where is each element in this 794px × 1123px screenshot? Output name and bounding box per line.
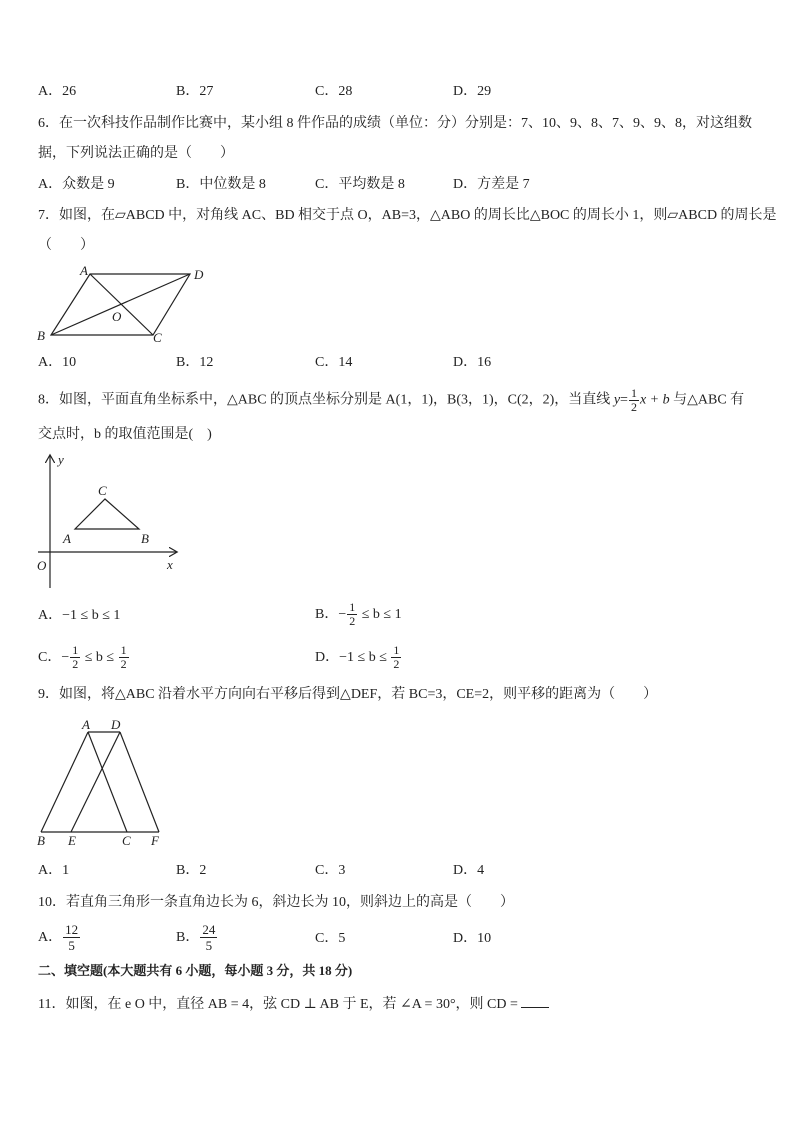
q8-eq-rest: x + b [639, 392, 670, 408]
q8-option-c-num2: 1 [120, 643, 127, 658]
q9-label-c: C [122, 833, 131, 848]
q7-label-b: B [37, 328, 45, 343]
q10-option-c: C．5 [315, 931, 346, 946]
q7-parallelogram-figure [34, 262, 214, 344]
q7-label-o: O [112, 309, 122, 324]
q8-option-d-fraction [391, 644, 401, 671]
section2-title: 二、填空题(本大题共有 6 小题，每小题 3 分，共 18 分) [38, 963, 353, 978]
q8-eq-frac-num: 1 [630, 386, 637, 400]
q8-option-c-mid: ≤ b ≤ [81, 650, 118, 665]
q10-option-a-pre: A． [38, 930, 63, 945]
q8-stem-line1 [38, 387, 744, 414]
q8-option-b-post: ≤ b ≤ 1 [358, 607, 402, 622]
q8-option-c-den2: 2 [120, 657, 127, 672]
q10-option-a-fraction [63, 922, 80, 953]
q8-option-c-num1: 1 [72, 643, 79, 658]
q6-option-c: C．平均数是 8 [315, 177, 405, 192]
q9-label-b: B [37, 833, 45, 848]
q8-option-b-den: 2 [349, 614, 356, 629]
q10-option-b-pre: B． [176, 930, 200, 945]
q10-option-a [38, 921, 81, 955]
q10-option-d: D．10 [453, 931, 492, 946]
q5-option-d: D．29 [453, 84, 492, 99]
q7-option-d: D．16 [453, 355, 492, 370]
q7-label-d: D [194, 267, 204, 282]
q11-stem: 11．如图，在 e O 中，直径 AB = 4，弦 CD ⊥ AB 于 E，若 ∠A = 30°，则 CD = [38, 997, 518, 1012]
q11-stem-line [38, 994, 549, 1014]
q5-option-b: B．27 [176, 84, 214, 99]
q6-stem-line1: 6．在一次科技作品制作比赛中，某小组 8 件作品的成绩（单位：分）分别是：7、10、9、8、7、9、9、8，对这组数 [38, 116, 752, 131]
q8-option-b-fraction [347, 601, 357, 628]
q8-eq-eq: = [620, 392, 628, 408]
q10-option-b-den: 5 [205, 938, 213, 954]
q8-option-d-num: 1 [393, 643, 400, 658]
q7-option-c: C．14 [315, 355, 353, 370]
q8-stem-pre: 8．如图，平面直角坐标系中， [38, 392, 227, 408]
q8-stem-post: 与△ABC 有 [669, 392, 745, 408]
q8-label-x-axis: x [167, 557, 173, 572]
q9-label-a: A [82, 717, 90, 732]
q11-answer-blank[interactable] [521, 994, 549, 1008]
q9-label-e: E [68, 833, 76, 848]
q8-option-d-pre: D．−1 ≤ b ≤ [315, 650, 391, 665]
q8-eq-y: y [613, 392, 621, 408]
q7-stem-line1: 7．如图，在▱ABCD 中，对角线 AC、BD 相交于点 O，AB=3，△ABO 的周长比△BOC 的周长小 1，则▱ABCD 的周长是 [38, 208, 777, 223]
q7-option-b: B．12 [176, 355, 214, 370]
q8-option-b-num: 1 [349, 600, 356, 615]
q8-option-c-pre: C．− [38, 650, 70, 665]
q6-option-d: D．方差是 7 [453, 177, 530, 192]
q5-option-a: A．26 [38, 84, 77, 99]
q8-option-c-fraction2 [119, 644, 129, 671]
q10-option-a-num: 12 [65, 922, 79, 938]
q7-label-c: C [153, 330, 162, 344]
q9-label-d: D [111, 717, 121, 732]
q7-label-a: A [80, 263, 88, 278]
q8-label-y-axis: y [58, 452, 64, 467]
q9-translation-figure [32, 714, 172, 850]
q10-option-b [176, 921, 218, 955]
q8-label-b: B [141, 531, 149, 546]
q8-option-a: A．−1 ≤ b ≤ 1 [38, 608, 121, 623]
q7-option-a: A．10 [38, 355, 77, 370]
q8-option-b [315, 600, 402, 630]
q8-eq-frac-den: 2 [630, 400, 637, 414]
q8-option-b-pre: B．− [315, 607, 347, 622]
q9-option-c: C．3 [315, 863, 346, 878]
q8-label-origin: O [37, 558, 47, 573]
q9-stem: 9．如图，将△ABC 沿着水平方向向右平移后得到△DEF，若 BC=3，CE=2，则平移的距离为（ ） [38, 687, 658, 702]
q8-option-c-fraction1 [70, 644, 80, 671]
q8-option-c [38, 643, 130, 673]
q9-option-b: B．2 [176, 863, 207, 878]
q8-coordinate-figure [30, 452, 190, 592]
q8-stem-mid: △ABC 的顶点坐标分别是 A(1，1)，B(3，1)，C(2，2)，当直线 [227, 392, 614, 408]
q10-option-a-den: 5 [68, 938, 75, 954]
q10-option-b-num: 24 [202, 922, 216, 938]
q10-option-b-fraction [200, 922, 217, 953]
q10-stem: 10．若直角三角形一条直角边长为 6，斜边长为 10，则斜边上的高是（ ） [38, 895, 514, 910]
q6-option-b: B．中位数是 8 [176, 177, 266, 192]
q6-option-a: A．众数是 9 [38, 177, 115, 192]
q9-option-d: D．4 [453, 863, 485, 878]
q5-option-c: C．28 [315, 84, 353, 99]
q7-stem-line2: （ ） [38, 238, 94, 253]
q6-stem-line2: 据，下列说法正确的是（ ） [38, 146, 234, 161]
q8-label-c: C [98, 483, 107, 498]
q8-label-a: A [63, 531, 71, 546]
q9-option-a: A．1 [38, 863, 70, 878]
q8-stem-line2: 交点时，b 的取值范围是( ) [38, 427, 212, 442]
q8-option-c-den1: 2 [72, 657, 79, 672]
q8-eq-fraction [629, 387, 639, 414]
q8-option-d-den: 2 [393, 657, 400, 672]
q8-option-d [315, 643, 402, 673]
q9-label-f: F [151, 833, 159, 848]
